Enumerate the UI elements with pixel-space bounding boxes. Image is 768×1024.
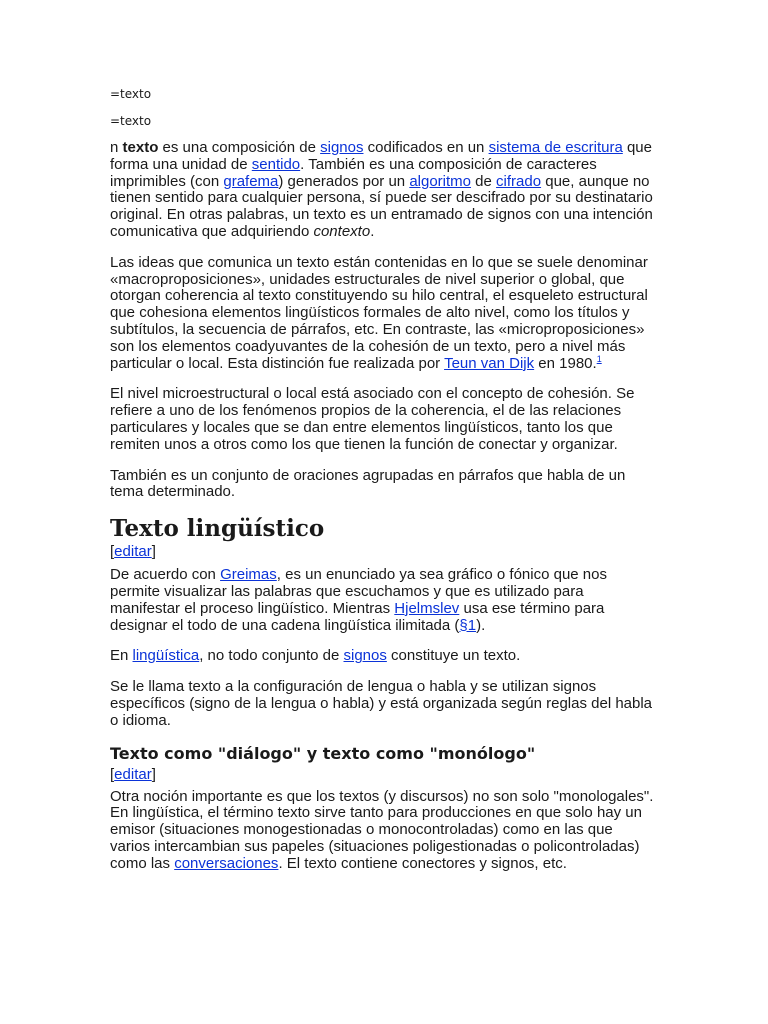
intro-text: es una composición de	[158, 139, 321, 156]
intro-text: codificados en un	[363, 139, 489, 156]
microestructural-paragraph: El nivel microestructural o local está asociado con el concepto de cohesión. Se refiere a uno de los fenómenos propios de la coherencia, el de las relaciones particulares y locales que se dan entre elementos lingüísticos, tanto los que remiten unos a otros como los que tienen la función de conectar y organizar.	[110, 385, 635, 453]
linguistica-text: constituye un texto.	[386, 647, 521, 665]
intro-paragraph	[110, 140, 655, 241]
greimas-text: De acuerdo con	[110, 566, 221, 584]
link-teun-van-dijk[interactable]: Teun van Dijk	[444, 354, 535, 372]
link-section-1[interactable]: §1	[459, 616, 477, 634]
intro-contexto: contexto	[313, 222, 371, 240]
edit-link[interactable]: editar	[114, 543, 152, 561]
linguistica-paragraph	[110, 648, 655, 665]
intro-text: que, aunque no tienen sentido para cualquier persona, sí puede ser descifrado por su destinatario original. En otras palabras, un texto es un entramado de signos con una intención comunicativa que adquiriendo	[110, 172, 653, 240]
section-title-texto-linguistico: Texto lingüístico	[110, 515, 325, 543]
link-signos-2[interactable]: signos	[343, 647, 387, 665]
intro-text: que forma una unidad de	[110, 139, 652, 173]
dialogo-text: Otra noción importante es que los textos (y discursos) no son solo "monologales". En lingüística, el término texto sirve tanto para producciones en que solo hay un emisor (situaciones monogestionadas o monocontroladas) como en las que varios intercambian sus papeles (situaciones poligestionadas o policontroladas) como las	[110, 787, 654, 872]
edit-section-link-linguistico	[110, 543, 655, 561]
intro-text: ) generados por un	[278, 172, 410, 190]
greimas-text: usa ese término para designar el todo de una cadena lingüística ilimitada (	[110, 599, 605, 634]
link-sistema-de-escritura[interactable]: sistema de escritura	[488, 139, 623, 156]
link-greimas[interactable]: Greimas	[220, 566, 277, 584]
section-title-dialogo-monologo: Texto como "diálogo" y texto como "monólogo"	[110, 743, 536, 763]
edit-bracket-close: ]	[151, 765, 156, 783]
link-algoritmo[interactable]: algoritmo	[409, 172, 472, 190]
intro-text: de	[471, 172, 497, 190]
macro-text: Las ideas que comunica un texto están contenidas en lo que se suele denominar «macroproposiciones», unidades estructurales de nivel superior o global, que otorgan coherencia al texto constituyendo su hilo central, el esqueleto estructural que cohesiona elementos lingüísticos formales de alto nivel, como los títulos y subtítulos, la secuencia de párrafos, etc. En contraste, las «microproposiciones» son los elementos coadyuvantes de la cohesión de un texto, pero a nivel más particular o local. Esta distinción fue realizada por	[110, 253, 648, 372]
reference-1-link[interactable]: 1	[596, 353, 602, 364]
edit-bracket-close: ]	[151, 543, 156, 561]
edit-bracket-open: [	[110, 765, 115, 783]
linguistica-text: En	[110, 647, 133, 665]
greimas-text: , es un enunciado ya sea gráfico o fónico que nos permite visualizar las palabras que escuchamos y que es utilizado para manifestar el proceso lingüístico. Mientras	[110, 566, 607, 617]
document-page	[110, 86, 655, 887]
conjunto-paragraph: También es un conjunto de oraciones agrupadas en párrafos que habla de un tema determinado.	[110, 466, 626, 501]
linguistica-text: , no todo conjunto de	[199, 647, 344, 665]
macro-text-end: en 1980.	[534, 354, 597, 372]
link-grafema[interactable]: grafema	[223, 172, 279, 190]
dialogo-text: . El texto contiene conectores y signos, etc.	[278, 854, 567, 872]
link-conversaciones[interactable]: conversaciones	[174, 854, 279, 872]
configuracion-paragraph: Se le llama texto a la configuración de lengua o habla y se utilizan signos específicos (signo de la lengua o habla) y está organizada según reglas del habla o idioma.	[110, 678, 653, 729]
header-line-2: =texto	[110, 114, 152, 128]
greimas-text: ).	[476, 616, 486, 634]
link-sentido[interactable]: sentido	[251, 155, 301, 173]
macroproposiciones-paragraph	[110, 255, 655, 373]
edit-section-link-dialogo	[110, 766, 655, 784]
intro-text: . También es una composición de caracteres imprimibles (con	[110, 155, 597, 190]
intro-lead: n	[110, 139, 123, 156]
link-hjelmslev[interactable]: Hjelmslev	[394, 599, 460, 617]
dialogo-paragraph	[110, 789, 655, 873]
link-cifrado[interactable]: cifrado	[496, 172, 542, 190]
edit-link[interactable]: editar	[114, 765, 152, 783]
intro-term: texto	[122, 139, 159, 156]
edit-bracket-open: [	[110, 543, 115, 561]
intro-text: .	[370, 222, 375, 240]
greimas-paragraph	[110, 567, 655, 634]
link-linguistica[interactable]: lingüística	[132, 647, 200, 665]
header-line-1: =texto	[110, 87, 152, 101]
link-signos[interactable]: signos	[320, 139, 364, 156]
